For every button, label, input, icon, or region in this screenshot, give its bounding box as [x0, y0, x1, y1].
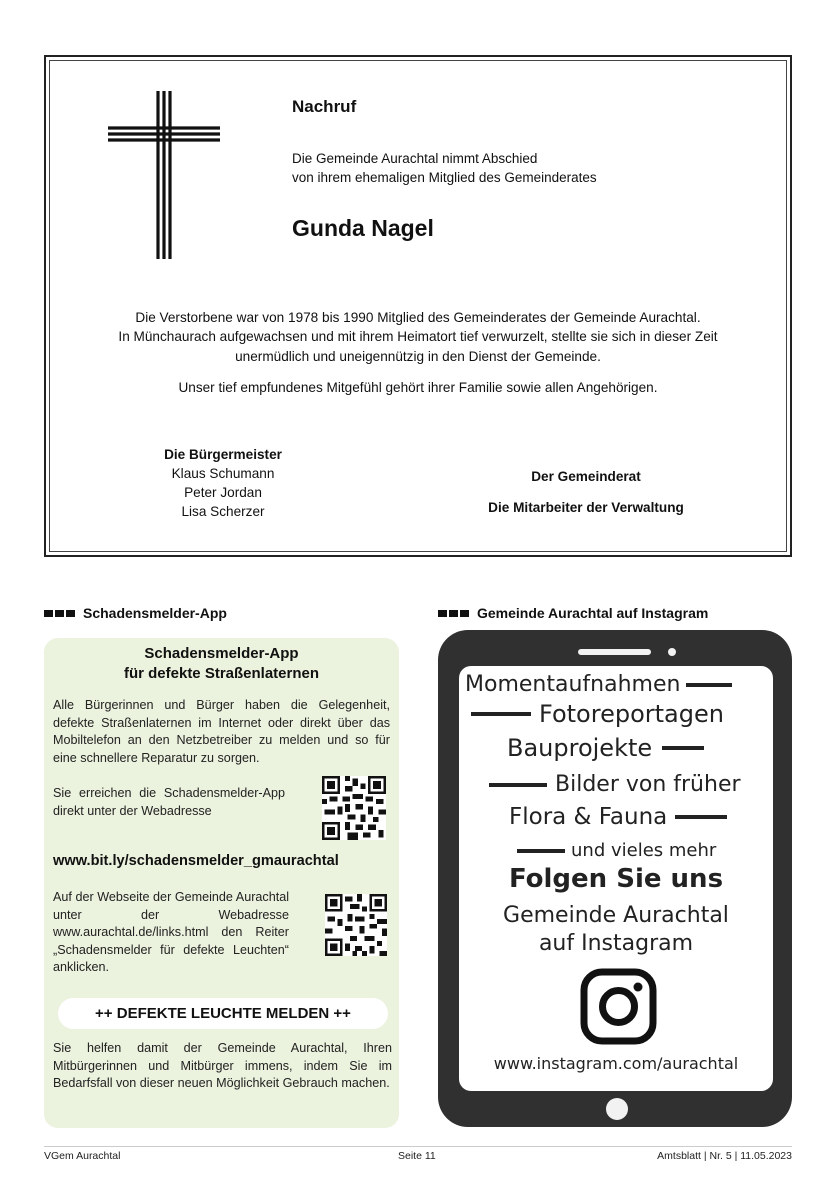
topic-text: Flora & Fauna — [509, 804, 668, 830]
intro-line: Die Gemeinde Aurachtal nimmt Abschied — [292, 151, 538, 166]
section-title: Gemeinde Aurachtal auf Instagram — [477, 605, 709, 621]
speaker-icon — [578, 649, 651, 655]
section-title: Schadensmelder-App — [83, 605, 227, 621]
qr-code-icon — [325, 894, 387, 956]
footer-page-number: Seite 11 — [398, 1150, 436, 1162]
footer-publisher: VGem Aurachtal — [44, 1150, 121, 1162]
report-defect-button[interactable]: ++ DEFEKTE LEUCHTE MELDEN ++ — [58, 998, 388, 1029]
obituary-box — [44, 55, 792, 557]
topic-line — [509, 804, 727, 830]
subtitle-line: Gemeinde Aurachtal — [503, 903, 729, 928]
box-title-line: für defekte Straßenlaternen — [123, 665, 320, 682]
topic-line — [471, 700, 724, 728]
body-line: In Münchaurach aufgewachsen und mit ihrem Heimatort tief verwurzelt, stellte sie sich in dieser Zeit — [118, 329, 718, 345]
footer-issue: Amtsblatt | Nr. 5 | 11.05.2023 — [657, 1150, 792, 1162]
intro-paragraph: Alle Bürgerinnen und Bürger haben die Gelegenheit, defekte Straßenlaternen im Internet oder direkt über das Mobiltelefon an den Netzbetreiber zu melden und so für eine schnellere Reparatur zu sorgen. — [53, 698, 390, 765]
topic-line — [507, 734, 704, 762]
topic-line — [465, 672, 732, 697]
intro-line: von ihrem ehemaligen Mitglied des Gemeinderates — [292, 170, 597, 185]
mayor-name: Klaus Schumann — [171, 466, 275, 481]
obituary-intro — [292, 149, 597, 187]
subtitle-line: auf Instagram — [538, 931, 694, 956]
app-web-address[interactable]: www.bit.ly/schadensmelder_gmaurachtal — [53, 853, 339, 869]
heading-blocks-icon — [44, 610, 75, 617]
deceased-name: Gunda Nagel — [292, 215, 434, 241]
closing-paragraph: Sie helfen damit der Gemeinde Aurachtal, Ihren Mitbürgerinnen und Mitbürger immens, indem Sie im Bedarfsfall von dieser neuen Möglichkeit Gebrauch machen. — [53, 1041, 392, 1091]
topic-text: Bilder von früher — [555, 772, 741, 797]
mayors-signature — [116, 445, 330, 521]
cross-icon — [108, 91, 220, 259]
topic-text: Fotoreportagen — [539, 700, 724, 728]
condolence-text: Unser tief empfundenes Mitgefühl gehört ihrer Familie sowie allen Angehörigen. — [178, 380, 658, 395]
council-signature — [456, 469, 716, 515]
body-line: Die Verstorbene war von 1978 bis 1990 Mitglied des Gemeinderates der Gemeinde Aurachtal. — [135, 310, 701, 325]
qr-code-icon — [322, 776, 386, 840]
follow-us-text: Folgen Sie uns — [508, 864, 724, 894]
damage-app-section-heading — [44, 605, 227, 621]
heading-blocks-icon — [438, 610, 469, 617]
topic-text: und vieles mehr — [571, 840, 717, 861]
decor-bar — [675, 815, 727, 819]
decor-bar — [471, 712, 531, 716]
instagram-icon — [580, 968, 657, 1045]
topic-line — [489, 772, 741, 797]
staff-label: Die Mitarbeiter der Verwaltung — [488, 500, 684, 515]
mayors-title: Die Bürgermeister — [164, 447, 282, 462]
footer-divider — [44, 1146, 792, 1147]
decor-bar — [662, 746, 704, 750]
website-paragraph: Auf der Webseite der Gemeinde Aurachtal unter der Webadresse www.aurachtal.de/links.html den Reiter „Schadensmelder für defekte Leuchten“ anklicken. — [53, 890, 289, 975]
mayor-name: Peter Jordan — [184, 485, 262, 500]
home-button-icon — [606, 1098, 628, 1120]
box-title-line: Schadensmelder-App — [144, 645, 299, 662]
decor-bar — [517, 849, 565, 853]
topic-text: Bauprojekte — [507, 734, 653, 762]
instagram-section-heading — [438, 605, 708, 621]
phone-graphic — [438, 630, 792, 1127]
topic-line — [517, 840, 716, 861]
app-address-paragraph: Sie erreichen die Schadensmelder-App direkt unter der Webadresse — [53, 786, 285, 818]
topic-text: Momentaufnahmen — [465, 672, 681, 697]
camera-icon — [668, 648, 676, 656]
damage-app-box — [44, 638, 399, 1128]
body-line: unermüdlich und uneigennützig in den Dienst der Gemeinde. — [235, 348, 601, 364]
mayor-name: Lisa Scherzer — [181, 504, 265, 519]
box-title — [44, 644, 399, 684]
obituary-heading: Nachruf — [292, 97, 357, 116]
obituary-body — [56, 308, 780, 366]
instagram-url[interactable]: www.instagram.com/aurachtal — [493, 1054, 739, 1073]
council-label: Der Gemeinderat — [531, 469, 641, 484]
phone-screen — [459, 666, 773, 1091]
decor-bar — [686, 683, 732, 687]
instagram-subtitle — [459, 902, 773, 958]
decor-bar — [489, 783, 547, 787]
